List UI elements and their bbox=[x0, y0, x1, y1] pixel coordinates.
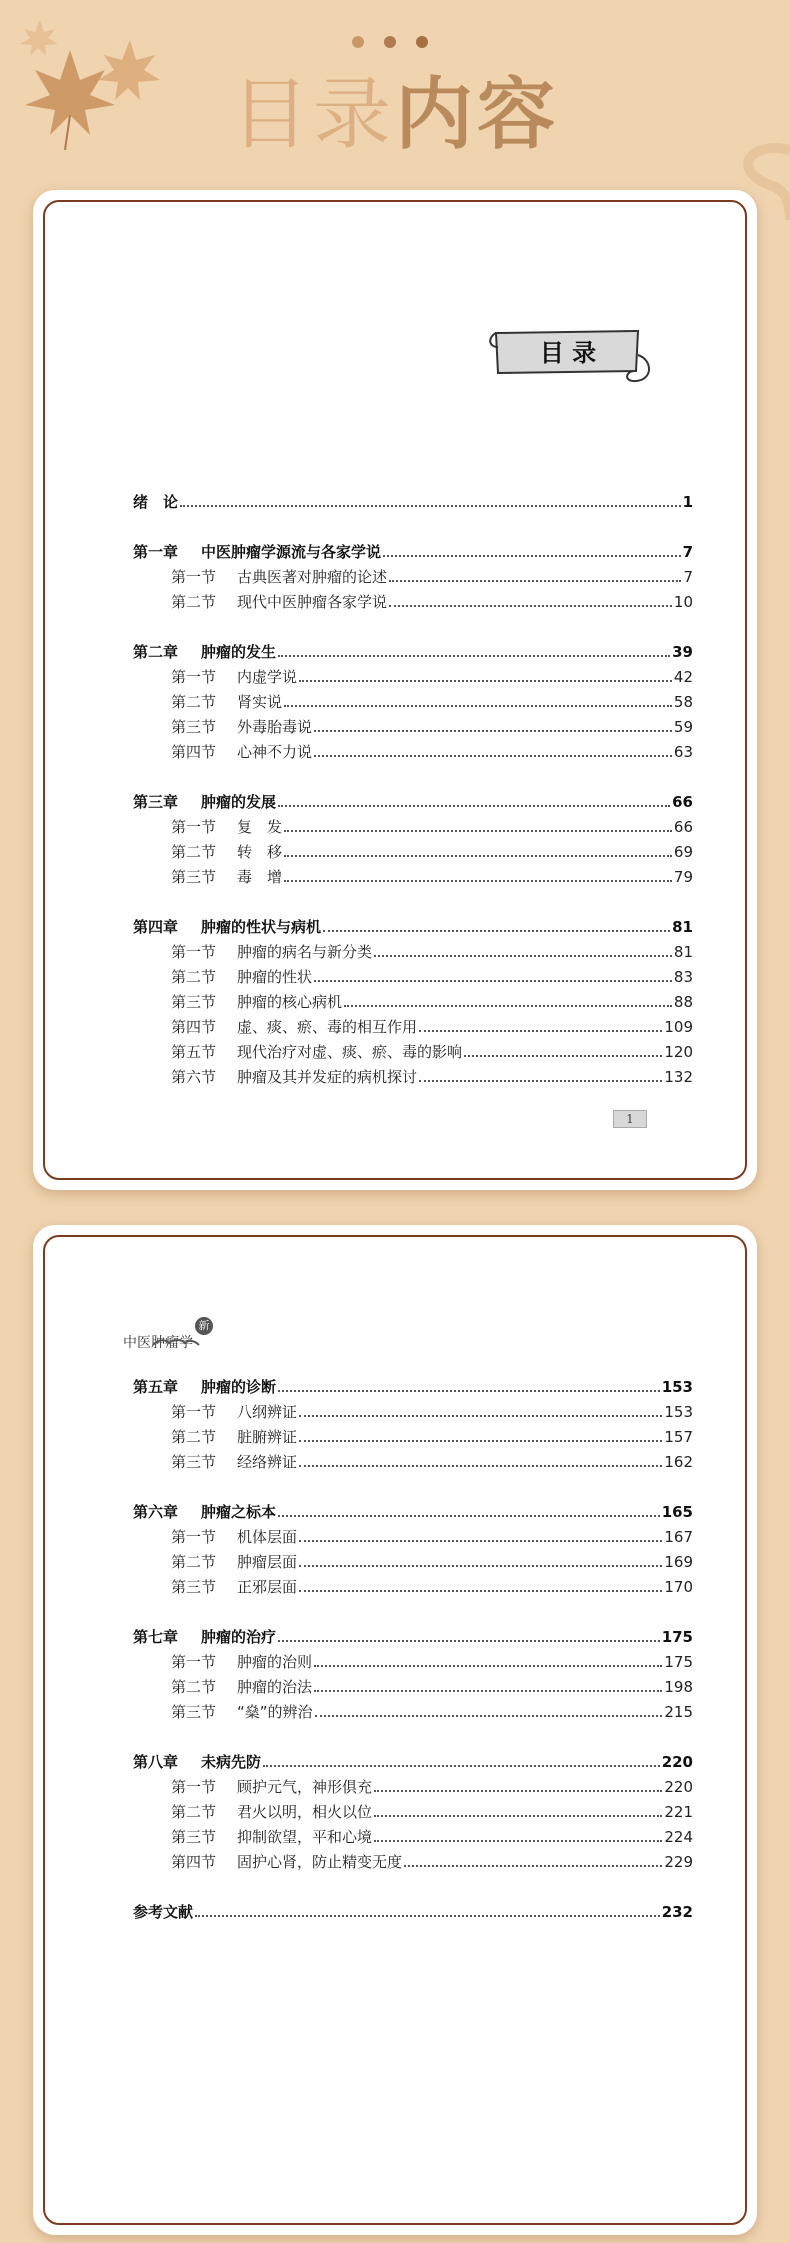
toc-chapter-row[interactable] bbox=[133, 1750, 693, 1775]
toc-section-row[interactable] bbox=[133, 1450, 693, 1475]
chapter-page-number: 1 bbox=[682, 493, 693, 511]
section-page-number: 215 bbox=[664, 1703, 693, 1721]
section-page-number: 169 bbox=[664, 1553, 693, 1571]
toc-chapter-group bbox=[133, 1750, 693, 1875]
chapter-label: 第一章 中医肿瘤学源流与各家学说 bbox=[133, 543, 382, 561]
section-page-number: 69 bbox=[673, 843, 693, 861]
leader-dots bbox=[278, 655, 670, 657]
section-label: 第三节 正邪层面 bbox=[171, 1578, 298, 1596]
toc-section-row[interactable] bbox=[133, 1775, 693, 1800]
section-label: 第二节 现代中医肿瘤各家学说 bbox=[171, 593, 388, 611]
section-label: 第二节 肿瘤层面 bbox=[171, 1553, 298, 1571]
toc-chapter-row[interactable] bbox=[133, 790, 693, 815]
toc-chapter-group bbox=[133, 540, 693, 615]
toc-chapter-row[interactable] bbox=[133, 640, 693, 665]
toc-section-row[interactable] bbox=[133, 1650, 693, 1675]
toc-chapter-group bbox=[133, 490, 693, 515]
toc-section-row[interactable] bbox=[133, 1550, 693, 1575]
toc-chapter-row[interactable] bbox=[133, 490, 693, 515]
toc-section-row[interactable] bbox=[133, 1400, 693, 1425]
toc-section-row[interactable] bbox=[133, 1040, 693, 1065]
leader-dots bbox=[299, 680, 672, 682]
toc-chapter-row[interactable] bbox=[133, 1375, 693, 1400]
section-label: 第四节 心神不力说 bbox=[171, 743, 313, 761]
toc-section-row[interactable] bbox=[133, 740, 693, 765]
section-label: 第四节 固护心肾，防止精变无度 bbox=[171, 1853, 403, 1871]
leader-dots bbox=[299, 1440, 662, 1442]
toc-page-2 bbox=[33, 1225, 757, 2235]
toc-chapter-group bbox=[133, 915, 693, 1090]
section-label: 第四节 虚、痰、瘀、毒的相互作用 bbox=[171, 1018, 418, 1036]
section-label: 第一节 八纲辨证 bbox=[171, 1403, 298, 1421]
section-page-number: 58 bbox=[673, 693, 693, 711]
section-label: 第三节 经络辨证 bbox=[171, 1453, 298, 1471]
toc-section-row[interactable] bbox=[133, 690, 693, 715]
section-page-number: 157 bbox=[664, 1428, 693, 1446]
chapter-page-number: 66 bbox=[672, 793, 693, 811]
toc-section-row[interactable] bbox=[133, 1525, 693, 1550]
leader-dots bbox=[195, 1915, 660, 1917]
leader-dots bbox=[299, 1465, 662, 1467]
leader-dots bbox=[389, 580, 681, 582]
chapter-label: 第五章 肿瘤的诊断 bbox=[133, 1378, 277, 1396]
chapter-label: 第三章 肿瘤的发展 bbox=[133, 793, 277, 811]
leader-dots bbox=[284, 855, 672, 857]
toc-section-row[interactable] bbox=[133, 665, 693, 690]
leader-dots bbox=[284, 705, 672, 707]
section-label: 第二节 肾实说 bbox=[171, 693, 283, 711]
section-page-number: 7 bbox=[683, 568, 693, 586]
chapter-label: 第六章 肿瘤之标本 bbox=[133, 1503, 277, 1521]
leader-dots bbox=[299, 1540, 662, 1542]
leader-dots bbox=[278, 805, 670, 807]
section-page-number: 42 bbox=[673, 668, 693, 686]
section-label: 第一节 肿瘤的治则 bbox=[171, 1653, 313, 1671]
leader-dots bbox=[314, 730, 672, 732]
leader-dots bbox=[284, 880, 672, 882]
section-label: 第三节 外毒胎毒说 bbox=[171, 718, 313, 736]
toc-chapter-row[interactable] bbox=[133, 1900, 693, 1925]
decorative-dots bbox=[352, 36, 428, 48]
leader-dots bbox=[344, 1005, 672, 1007]
toc-chapter-group bbox=[133, 1900, 693, 1925]
leader-dots bbox=[323, 930, 670, 932]
toc-chapter-row[interactable] bbox=[133, 1500, 693, 1525]
section-page-number: 167 bbox=[664, 1528, 693, 1546]
toc-section-row[interactable] bbox=[133, 865, 693, 890]
cloud-ornament-icon bbox=[151, 1337, 201, 1349]
leader-dots bbox=[299, 1590, 662, 1592]
toc-chapter-group bbox=[133, 1500, 693, 1600]
mulu-badge bbox=[488, 325, 653, 387]
leader-dots bbox=[263, 1765, 660, 1767]
leader-dots bbox=[374, 1790, 662, 1792]
section-page-number: 170 bbox=[664, 1578, 693, 1596]
section-page-number: 224 bbox=[664, 1828, 693, 1846]
chapter-label: 第二章 肿瘤的发生 bbox=[133, 643, 277, 661]
section-page-number: 63 bbox=[673, 743, 693, 761]
section-page-number: 175 bbox=[664, 1653, 693, 1671]
section-page-number: 198 bbox=[664, 1678, 693, 1696]
chapter-page-number: 175 bbox=[661, 1628, 693, 1646]
mulu-badge-text: 目 录 bbox=[539, 339, 597, 367]
toc-section-row[interactable] bbox=[133, 815, 693, 840]
section-page-number: 81 bbox=[673, 943, 693, 961]
leader-dots bbox=[374, 1840, 662, 1842]
leader-dots bbox=[278, 1390, 660, 1392]
leader-dots bbox=[419, 1030, 662, 1032]
section-page-number: 10 bbox=[673, 593, 693, 611]
toc-section-row[interactable] bbox=[133, 1825, 693, 1850]
toc-section-row[interactable] bbox=[133, 990, 693, 1015]
toc-list-page-1 bbox=[133, 490, 693, 1115]
section-page-number: 88 bbox=[673, 993, 693, 1011]
section-label: 第三节 “燊”的辨治 bbox=[171, 1703, 313, 1721]
section-label: 第一节 肿瘤的病名与新分类 bbox=[171, 943, 373, 961]
section-page-number: 229 bbox=[664, 1853, 693, 1871]
leader-dots bbox=[299, 1415, 662, 1417]
section-label: 第二节 转 移 bbox=[171, 843, 283, 861]
chapter-label: 第七章 肿瘤的治疗 bbox=[133, 1628, 277, 1646]
section-label: 第二节 脏腑辨证 bbox=[171, 1428, 298, 1446]
leader-dots bbox=[383, 555, 681, 557]
chapter-page-number: 81 bbox=[672, 918, 693, 936]
chapter-page-number: 232 bbox=[661, 1903, 693, 1921]
section-label: 第六节 肿瘤及其并发症的病机探讨 bbox=[171, 1068, 418, 1086]
section-label: 第一节 内虚学说 bbox=[171, 668, 298, 686]
page-number: 1 bbox=[613, 1110, 647, 1128]
leader-dots bbox=[419, 1080, 662, 1082]
section-label: 第三节 抑制欲望，平和心境 bbox=[171, 1828, 373, 1846]
toc-section-row[interactable] bbox=[133, 1800, 693, 1825]
section-label: 第二节 君火以明，相火以位 bbox=[171, 1803, 373, 1821]
toc-section-row[interactable] bbox=[133, 565, 693, 590]
section-page-number: 132 bbox=[664, 1068, 693, 1086]
toc-chapter-group bbox=[133, 790, 693, 890]
chapter-page-number: 39 bbox=[672, 643, 693, 661]
section-label: 第一节 顾护元气，神形俱充 bbox=[171, 1778, 373, 1796]
leader-dots bbox=[314, 1690, 662, 1692]
leader-dots bbox=[278, 1640, 660, 1642]
header-banner bbox=[0, 0, 790, 190]
section-page-number: 83 bbox=[673, 968, 693, 986]
section-page-number: 109 bbox=[664, 1018, 693, 1036]
toc-chapter-row[interactable] bbox=[133, 915, 693, 940]
leader-dots bbox=[374, 955, 672, 957]
section-page-number: 59 bbox=[673, 718, 693, 736]
section-label: 第二节 肿瘤的治法 bbox=[171, 1678, 313, 1696]
leader-dots bbox=[299, 1565, 662, 1567]
section-page-number: 79 bbox=[673, 868, 693, 886]
toc-section-row[interactable] bbox=[133, 965, 693, 990]
section-label: 第一节 古典医著对肿瘤的论述 bbox=[171, 568, 388, 586]
chapter-page-number: 7 bbox=[682, 543, 693, 561]
toc-chapter-group bbox=[133, 1625, 693, 1725]
section-label: 第三节 毒 增 bbox=[171, 868, 283, 886]
toc-section-row[interactable] bbox=[133, 1065, 693, 1090]
toc-chapter-row[interactable] bbox=[133, 1625, 693, 1650]
leader-dots bbox=[314, 755, 672, 757]
leader-dots bbox=[374, 1815, 662, 1817]
toc-section-row[interactable] bbox=[133, 1015, 693, 1040]
chapter-label: 参考文献 bbox=[133, 1903, 194, 1921]
section-page-number: 220 bbox=[664, 1778, 693, 1796]
chapter-page-number: 220 bbox=[661, 1753, 693, 1771]
chapter-label: 第四章 肿瘤的性状与病机 bbox=[133, 918, 322, 936]
section-label: 第三节 肿瘤的核心病机 bbox=[171, 993, 343, 1011]
page-title: 目录内容 bbox=[230, 70, 560, 160]
leader-dots bbox=[389, 605, 672, 607]
toc-section-row[interactable] bbox=[133, 1700, 693, 1725]
toc-section-row[interactable] bbox=[133, 715, 693, 740]
toc-chapter-row[interactable] bbox=[133, 540, 693, 565]
toc-section-row[interactable] bbox=[133, 1575, 693, 1600]
toc-section-row[interactable] bbox=[133, 1675, 693, 1700]
leader-dots bbox=[404, 1865, 662, 1867]
toc-list-page-2 bbox=[133, 1375, 693, 1950]
section-label: 第一节 机体层面 bbox=[171, 1528, 298, 1546]
section-page-number: 221 bbox=[664, 1803, 693, 1821]
toc-section-row[interactable] bbox=[133, 940, 693, 965]
chapter-page-number: 165 bbox=[661, 1503, 693, 1521]
section-page-number: 120 bbox=[664, 1043, 693, 1061]
toc-section-row[interactable] bbox=[133, 840, 693, 865]
chapter-page-number: 153 bbox=[661, 1378, 693, 1396]
leader-dots bbox=[284, 830, 672, 832]
section-page-number: 162 bbox=[664, 1453, 693, 1471]
toc-page-1 bbox=[33, 190, 757, 1190]
leader-dots bbox=[314, 1665, 662, 1667]
section-page-number: 153 bbox=[664, 1403, 693, 1421]
chapter-label: 第八章 未病先防 bbox=[133, 1753, 262, 1771]
leader-dots bbox=[278, 1515, 660, 1517]
leader-dots bbox=[314, 980, 672, 982]
leader-dots bbox=[315, 1715, 663, 1717]
toc-section-row[interactable] bbox=[133, 1425, 693, 1450]
leader-dots bbox=[464, 1055, 662, 1057]
section-label: 第五节 现代治疗对虚、痰、瘀、毒的影响 bbox=[171, 1043, 463, 1061]
toc-chapter-group bbox=[133, 640, 693, 765]
section-label: 第一节 复 发 bbox=[171, 818, 283, 836]
chapter-label: 绪 论 bbox=[133, 493, 179, 511]
toc-chapter-group bbox=[133, 1375, 693, 1475]
section-page-number: 66 bbox=[673, 818, 693, 836]
toc-section-row[interactable] bbox=[133, 1850, 693, 1875]
section-label: 第二节 肿瘤的性状 bbox=[171, 968, 313, 986]
toc-section-row[interactable] bbox=[133, 590, 693, 615]
book-logo: 中医肿瘤学新论 bbox=[123, 1317, 213, 1352]
leader-dots bbox=[180, 505, 681, 507]
